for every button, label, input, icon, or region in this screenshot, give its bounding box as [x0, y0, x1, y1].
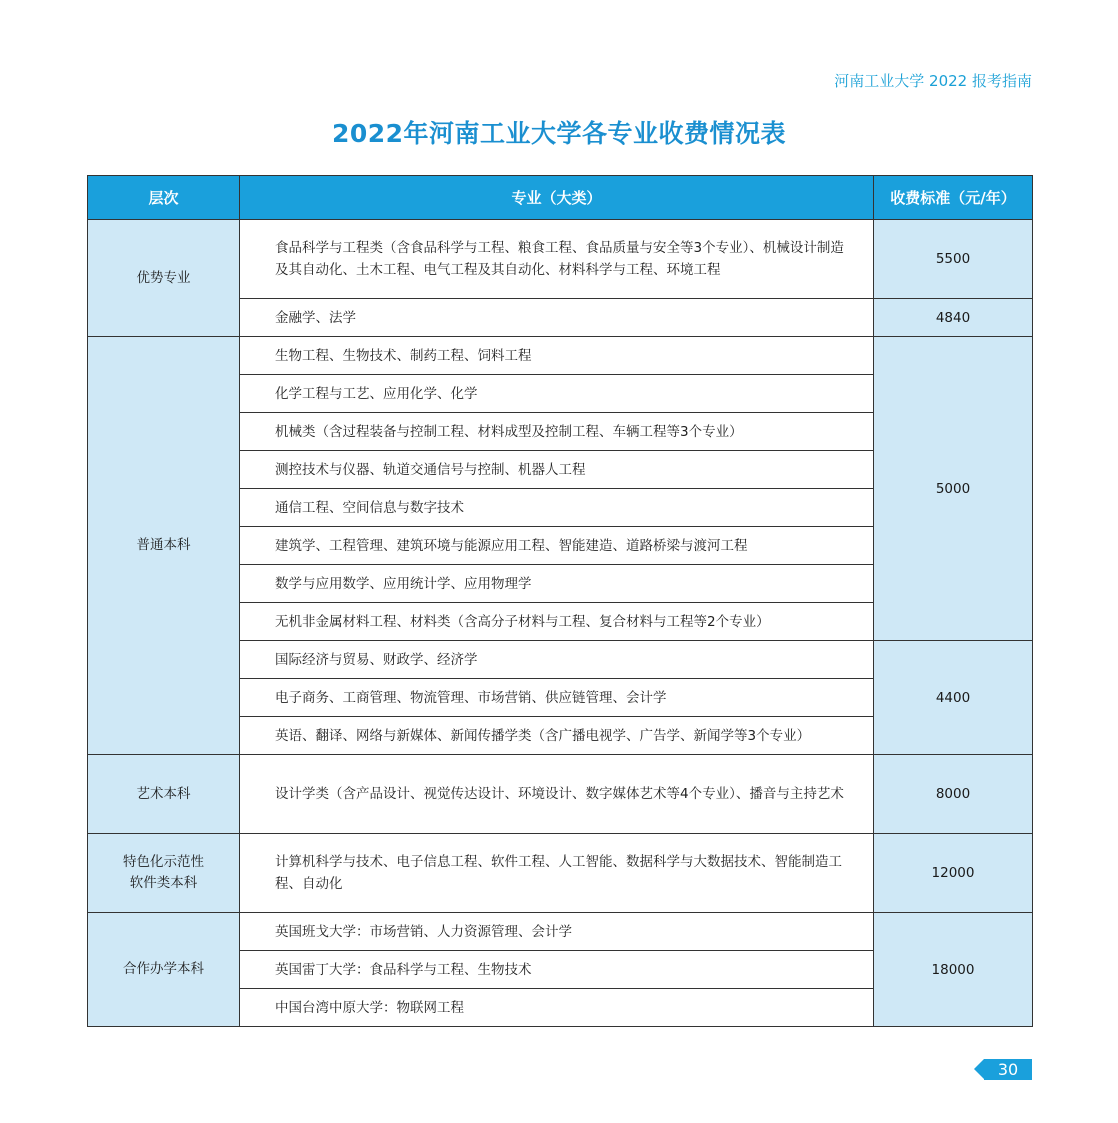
table-row — [88, 755, 1033, 834]
fee-table — [87, 175, 1033, 1027]
table-row — [88, 913, 1033, 951]
major-cell: 英国雷丁大学：食品科学与工程、生物技术 — [240, 951, 874, 989]
fee-cell: 8000 — [874, 755, 1033, 834]
fee-cell: 4840 — [874, 299, 1033, 337]
table-row — [88, 220, 1033, 299]
major-cell: 化学工程与工艺、应用化学、化学 — [240, 375, 874, 413]
table-header-row — [88, 176, 1033, 220]
page-number: 30 — [984, 1059, 1032, 1080]
fee-cell: 4400 — [874, 641, 1033, 755]
header-level: 层次 — [88, 176, 240, 220]
table-row — [88, 337, 1033, 375]
major-cell: 设计学类（含产品设计、视觉传达设计、环境设计、数字媒体艺术等4个专业）、播音与主持艺术 — [240, 755, 874, 834]
fee-cell: 12000 — [874, 834, 1033, 913]
major-cell: 机械类（含过程装备与控制工程、材料成型及控制工程、车辆工程等3个专业） — [240, 413, 874, 451]
page-title: 2022年河南工业大学各专业收费情况表 — [331, 119, 787, 148]
major-cell: 无机非金属材料工程、材料类（含高分子材料与工程、复合材料与工程等2个专业） — [240, 603, 874, 641]
level-cell-regular: 普通本科 — [88, 337, 240, 755]
header-fee: 收费标准（元/年） — [874, 176, 1033, 220]
major-cell: 国际经济与贸易、财政学、经济学 — [240, 641, 874, 679]
level-cell-art: 艺术本科 — [88, 755, 240, 834]
major-cell: 计算机科学与技术、电子信息工程、软件工程、人工智能、数据科学与大数据技术、智能制造工程、自动化 — [240, 834, 874, 913]
fee-cell: 5500 — [874, 220, 1033, 299]
fee-cell: 5000 — [874, 337, 1033, 641]
running-header: 河南工业大学 2022 报考指南 — [834, 72, 1032, 90]
level-cell-advantage: 优势专业 — [88, 220, 240, 337]
major-cell: 生物工程、生物技术、制药工程、饲料工程 — [240, 337, 874, 375]
major-cell: 测控技术与仪器、轨道交通信号与控制、机器人工程 — [240, 451, 874, 489]
major-cell: 金融学、法学 — [240, 299, 874, 337]
level-line-1: 特色化示范性 — [123, 854, 204, 870]
major-cell: 建筑学、工程管理、建筑环境与能源应用工程、智能建造、道路桥梁与渡河工程 — [240, 527, 874, 565]
level-cell-cooperative: 合作办学本科 — [88, 913, 240, 1027]
fee-cell: 18000 — [874, 913, 1033, 1027]
major-cell: 中国台湾中原大学：物联网工程 — [240, 989, 874, 1027]
major-cell: 英语、翻译、网络与新媒体、新闻传播学类（含广播电视学、广告学、新闻学等3个专业） — [240, 717, 874, 755]
major-cell: 数学与应用数学、应用统计学、应用物理学 — [240, 565, 874, 603]
header-major: 专业（大类） — [240, 176, 874, 220]
major-cell: 英国班戈大学：市场营销、人力资源管理、会计学 — [240, 913, 874, 951]
level-cell-software — [88, 834, 240, 913]
level-line-2: 软件类本科 — [129, 875, 198, 891]
table-row — [88, 834, 1033, 913]
major-cell: 食品科学与工程类（含食品科学与工程、粮食工程、食品质量与安全等3个专业）、机械设计制造及其自动化、土木工程、电气工程及其自动化、材料科学与工程、环境工程 — [240, 220, 874, 299]
major-cell: 通信工程、空间信息与数字技术 — [240, 489, 874, 527]
major-cell: 电子商务、工商管理、物流管理、市场营销、供应链管理、会计学 — [240, 679, 874, 717]
